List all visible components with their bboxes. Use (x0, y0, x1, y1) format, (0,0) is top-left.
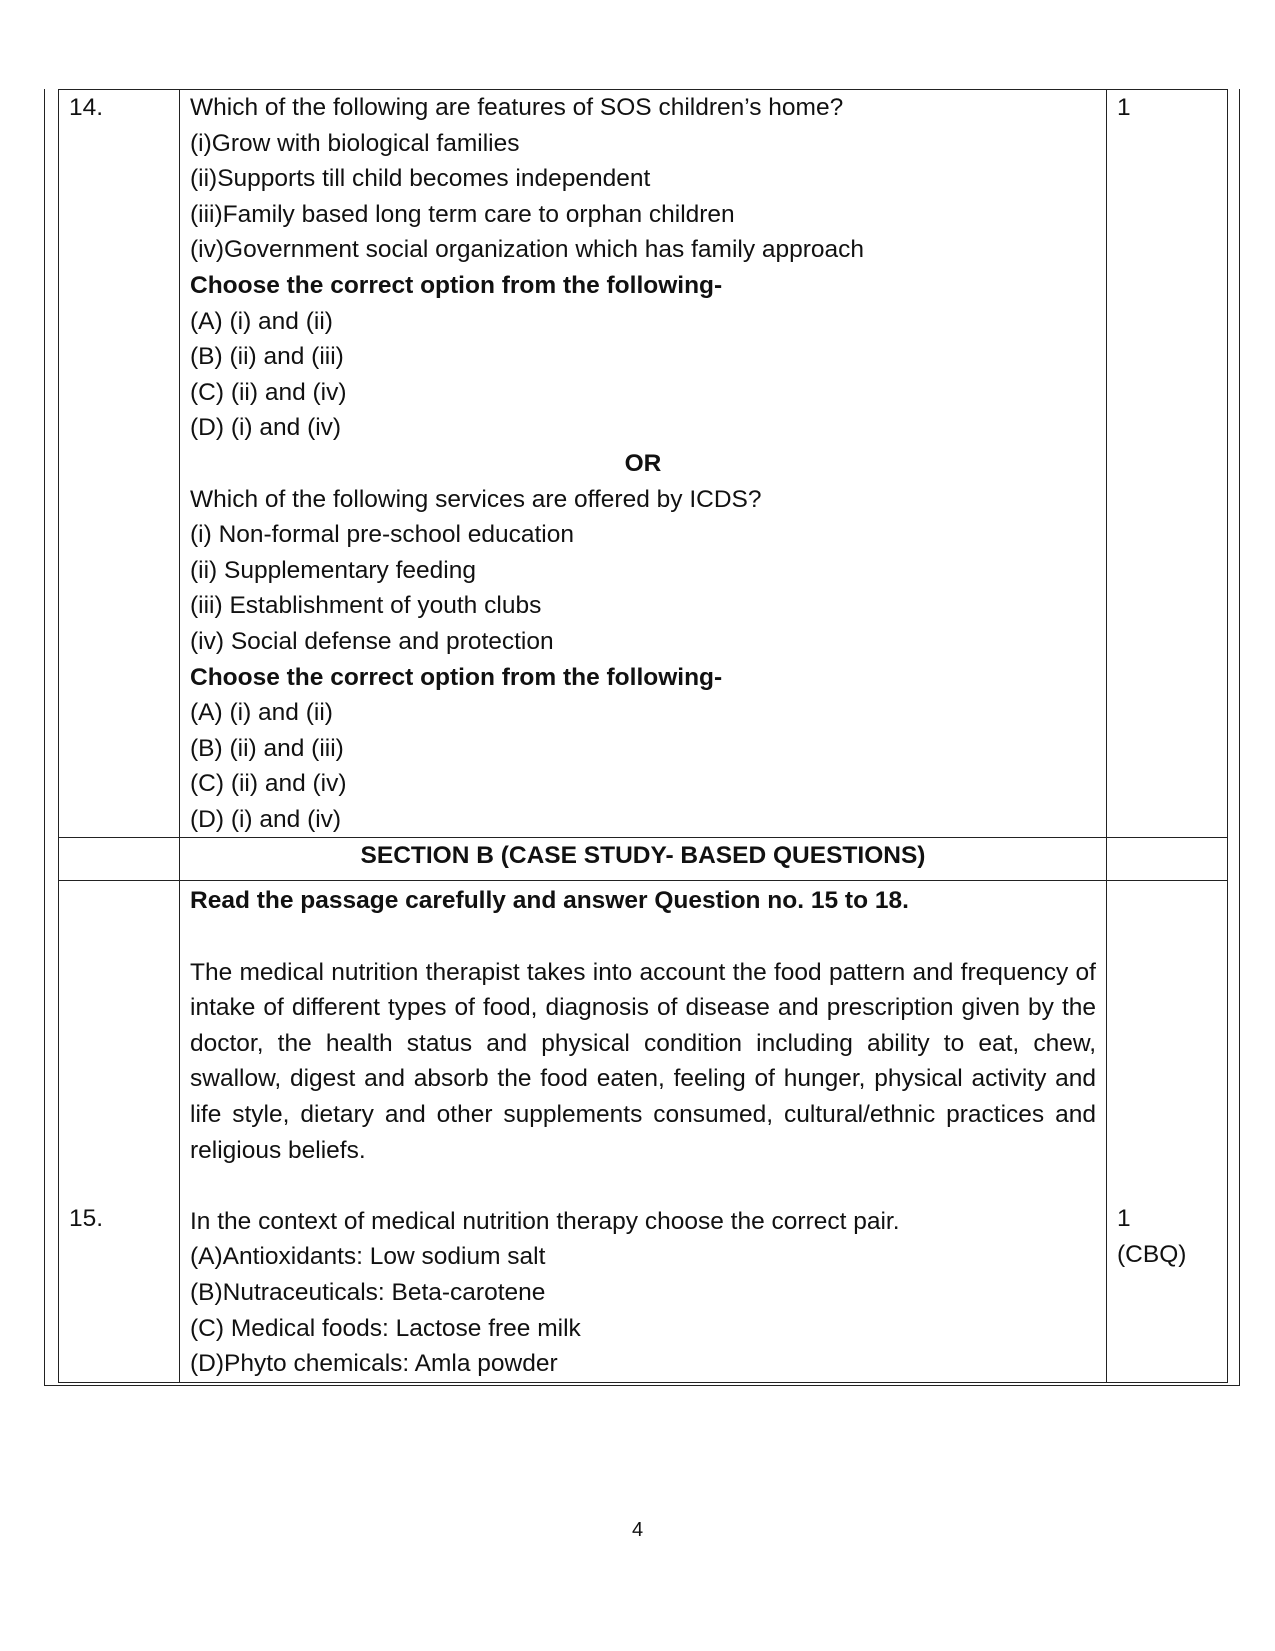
empty-cell (59, 838, 180, 881)
alt-choose-instruction: Choose the correct option from the following- (190, 663, 723, 691)
question-number-cell (59, 881, 180, 1382)
option-d: (D)Phyto chemicals: Amla powder (190, 1350, 558, 1378)
alt-question-text: Which of the following services are offered by ICDS? (190, 485, 762, 513)
alt-statement-1: (i) Non-formal pre-school education (190, 521, 574, 549)
alt-option-a: (A) (i) and (ii) (190, 699, 333, 727)
option-b: (B)Nutraceuticals: Beta-carotene (190, 1279, 546, 1306)
option-a: (A)Antioxidants: Low sodium salt (190, 1243, 546, 1271)
question-text: Which of the following are features of SOS children’s home? (190, 94, 844, 121)
or-separator: OR (624, 449, 662, 477)
question-number: 15. (69, 1205, 104, 1233)
option-a: (A) (i) and (ii) (190, 307, 333, 335)
section-title: SECTION B (CASE STUDY- BASED QUESTIONS) (180, 838, 1107, 881)
marks-cell (1107, 881, 1228, 1382)
question-row-15 (59, 881, 1228, 1382)
alt-option-b: (B) (ii) and (iii) (190, 734, 344, 762)
question-number: 14. (59, 90, 180, 838)
alt-statement-2: (ii) Supplementary feeding (190, 556, 476, 584)
question-row-14 (59, 90, 1228, 838)
question-type: (CBQ) (1117, 1241, 1187, 1269)
page-number: 4 (631, 1519, 644, 1541)
option-d: (D) (i) and (iv) (190, 414, 342, 442)
option-b: (B) (ii) and (iii) (190, 343, 344, 371)
passage-text: The medical nutrition therapist takes into account the food pattern and frequency of intake of different types of food, diagnosis of disease and prescription given by the doctor, the health status and physical condition including ability to eat, chew, swallow, digest and absorb the food eaten, feeling of hunger, physical activity and life style, dietary and other supplements consumed, cultural/ethnic practices and religious beliefs. (190, 958, 1096, 1164)
statement-1: (i)Grow with biological families (190, 129, 520, 157)
statement-3: (iii)Family based long term care to orphan children (190, 200, 735, 228)
option-c: (C) Medical foods: Lactose free milk (190, 1314, 581, 1342)
question-table (58, 89, 1228, 1383)
alt-option-d: (D) (i) and (iv) (190, 805, 342, 833)
statement-4: (iv)Government social organization which has family approach (190, 236, 865, 264)
question-text: In the context of medical nutrition therapy choose the correct pair. (190, 1207, 900, 1235)
question-content (180, 90, 1107, 838)
question-marks: 1 (1107, 90, 1228, 838)
alt-statement-3: (iii) Establishment of youth clubs (190, 592, 542, 620)
alt-option-c: (C) (ii) and (iv) (190, 770, 347, 798)
empty-cell (1107, 838, 1228, 881)
passage-content (180, 881, 1107, 1382)
section-header-row (59, 838, 1228, 881)
option-c: (C) (ii) and (iv) (190, 378, 347, 406)
passage-instruction: Read the passage carefully and answer Question no. 15 to 18. (190, 887, 909, 915)
choose-instruction: Choose the correct option from the following- (190, 271, 723, 299)
alt-statement-4: (iv) Social defense and protection (190, 627, 554, 655)
statement-2: (ii)Supports till child becomes independent (190, 165, 651, 193)
question-marks: 1 (1117, 1205, 1131, 1233)
